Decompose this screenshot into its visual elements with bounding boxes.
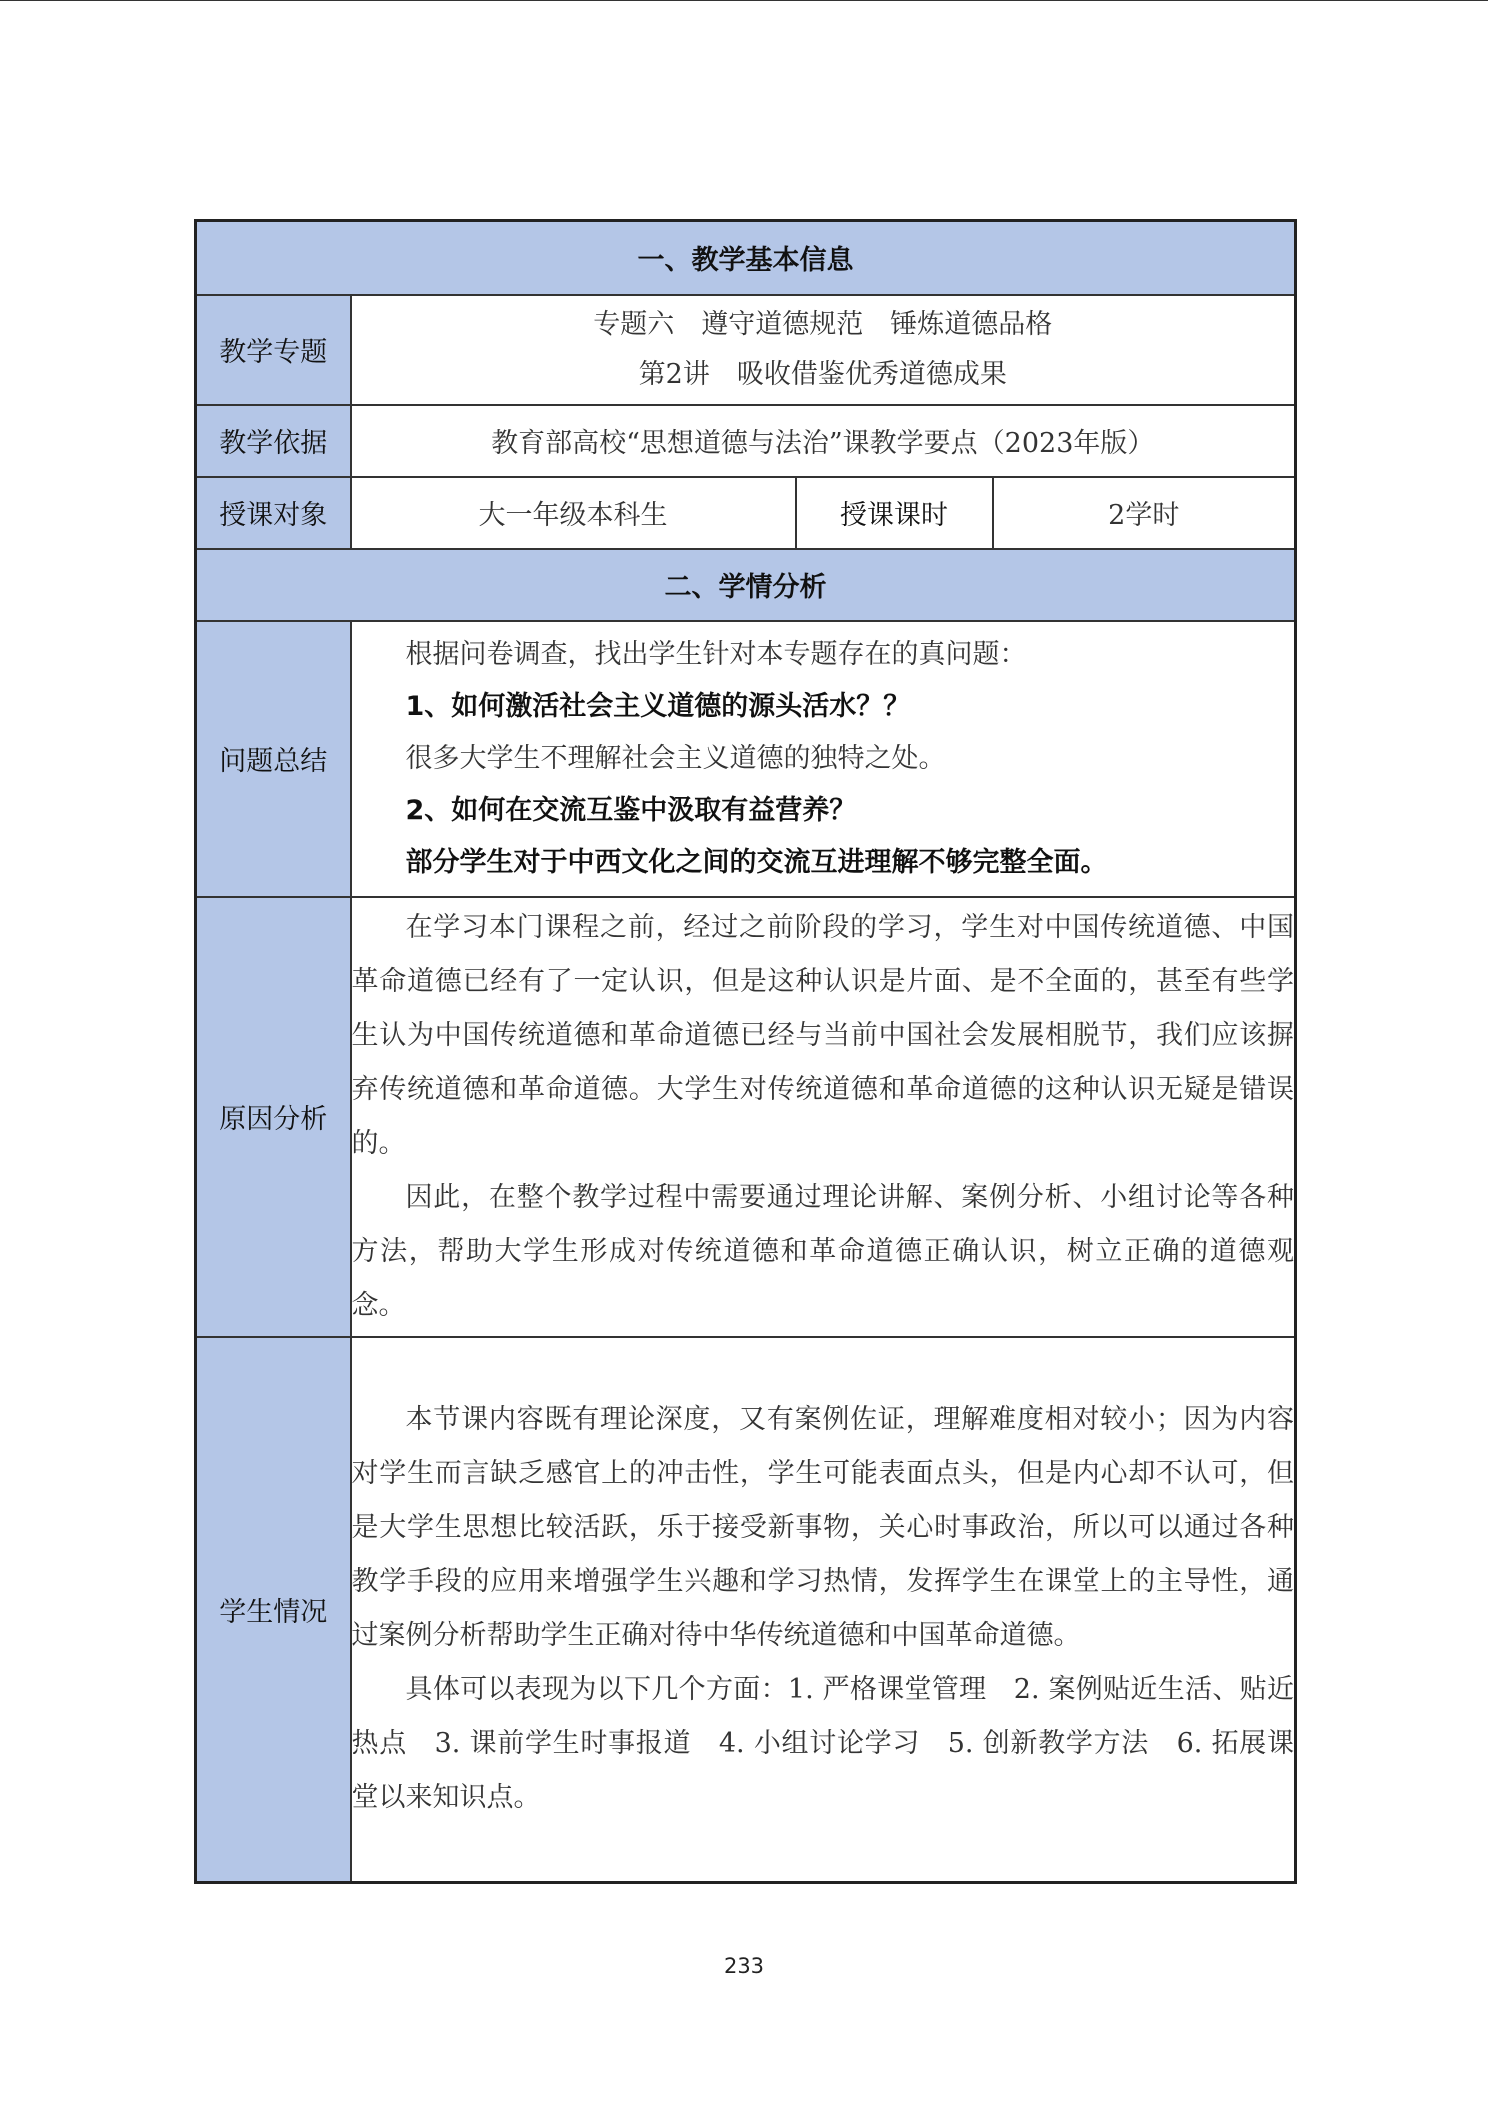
causes-paragraph-1: 在学习本门课程之前，经过之前阶段的学习，学生对中国传统道德、中国革命道德已经有了一定认识，但是这种认识是片面、是不全面的，甚至有些学生认为中国传统道德和革命道德已经与当前中国社会发展相脱节，我们应该摒弃传统道德和革命道德。大学生对传统道德和革命道德的这种认识无疑是错误的。 xyxy=(351,911,1294,1159)
teaching-plan-table xyxy=(194,219,1297,1884)
hours-label: 授课课时 xyxy=(796,477,993,549)
causes-content xyxy=(351,897,1296,1337)
problems-intro: 根据问卷调查，找出学生针对本专题存在的真问题： xyxy=(405,638,1027,670)
page-number: 233 xyxy=(723,1954,765,1978)
problem-question-1: 1、如何激活社会主义道德的源头活水？？ xyxy=(405,690,911,722)
section-heading-student-analysis: 二、学情分析 xyxy=(196,549,1296,621)
causes-label: 原因分析 xyxy=(196,897,351,1337)
problem-question-2: 2、如何在交流互鉴中汲取有益营养？ xyxy=(405,794,857,826)
students-label: 学生情况 xyxy=(196,1337,351,1883)
problems-content xyxy=(351,621,1296,897)
basis-value: 教育部高校“思想道德与法治”课教学要点（2023年版） xyxy=(351,405,1296,477)
audience-label: 授课对象 xyxy=(196,477,351,549)
topic-label: 教学专题 xyxy=(196,295,351,405)
problems-label: 问题总结 xyxy=(196,621,351,897)
topic-value xyxy=(351,295,1296,405)
topic-line-1: 专题六 遵守道德规范 锤炼道德品格 xyxy=(593,308,1053,340)
basis-label: 教学依据 xyxy=(196,405,351,477)
audience-value: 大一年级本科生 xyxy=(351,477,796,549)
section-heading-basic-info: 一、教学基本信息 xyxy=(196,221,1296,295)
students-content xyxy=(351,1337,1296,1883)
students-paragraph-1: 本节课内容既有理论深度，又有案例佐证，理解难度相对较小；因为内容对学生而言缺乏感官上的冲击性，学生可能表面点头，但是内心却不认可，但是大学生思想比较活跃，乐于接受新事物，关心时事政治，所以可以通过各种教学手段的应用来增强学生兴趣和学习热情，发挥学生在课堂上的主导性，通过案例分析帮助学生正确对待中华传统道德和中国革命道德。 xyxy=(351,1404,1294,1652)
hours-value: 2学时 xyxy=(993,477,1296,549)
students-paragraph-2: 具体可以表现为以下几个方面：1. 严格课堂管理 2. 案例贴近生活、贴近热点 3. 课前学生时事报道 4. 小组讨论学习 5. 创新教学方法 6. 拓展课堂以来知识点。 xyxy=(351,1674,1294,1814)
problem-answer-1: 很多大学生不理解社会主义道德的独特之处。 xyxy=(405,742,946,774)
problem-answer-2: 部分学生对于中西文化之间的交流互进理解不够完整全面。 xyxy=(405,846,1108,878)
topic-line-2: 第2讲 吸收借鉴优秀道德成果 xyxy=(638,358,1007,390)
causes-paragraph-2: 因此，在整个教学过程中需要通过理论讲解、案例分析、小组讨论等各种方法，帮助大学生形成对传统道德和革命道德正确认识，树立正确的道德观念。 xyxy=(351,1181,1294,1321)
